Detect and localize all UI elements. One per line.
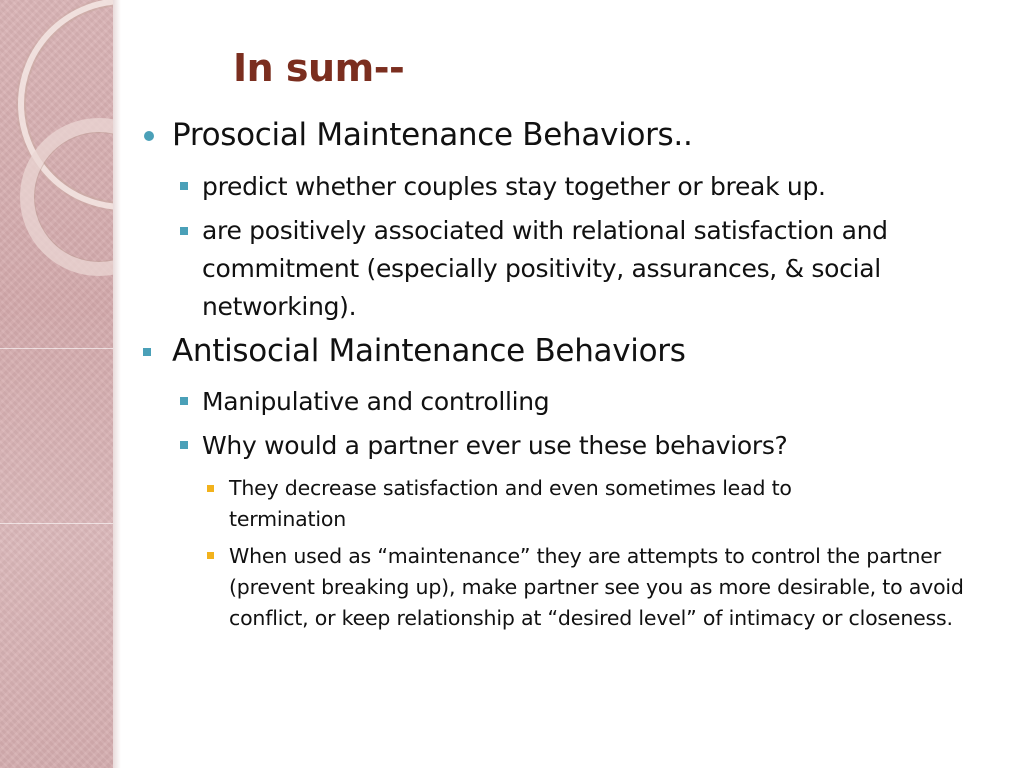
bullet-square-icon: [180, 441, 188, 449]
sub-bullet-manipulative: Manipulative and controlling: [202, 387, 550, 416]
bullet-antisocial: Antisocial Maintenance Behaviors: [172, 333, 686, 369]
bullet-square-icon: [180, 227, 188, 235]
bullet-square-gold-icon: [207, 552, 214, 559]
bullet-square-icon: [180, 397, 188, 405]
slide-title: In sum--: [233, 46, 405, 90]
bullet-square-icon: [143, 348, 151, 356]
sub-bullet-associated: are positively associated with relational satisfaction and commitment (especially positivity, assurances, & social networking).: [202, 216, 888, 321]
sub-bullet-predict: predict whether couples stay together or break up.: [202, 172, 826, 201]
bullet-square-gold-icon: [207, 485, 214, 492]
bullet-square-icon: [180, 182, 188, 190]
sub-sub-bullet-decrease: They decrease satisfaction and even sometimes lead to termination: [229, 476, 792, 531]
sub-sub-bullet-maintenance: When used as “maintenance” they are attempts to control the partner (prevent breaking up), make partner see you as more desirable, to avoid conflict, or keep relationship at “desired level” of intimacy or closeness.: [229, 544, 964, 630]
bullet-dot-icon: [144, 131, 154, 141]
bullet-prosocial: Prosocial Maintenance Behaviors..: [172, 117, 693, 153]
sub-bullet-why: Why would a partner ever use these behaviors?: [202, 431, 788, 460]
